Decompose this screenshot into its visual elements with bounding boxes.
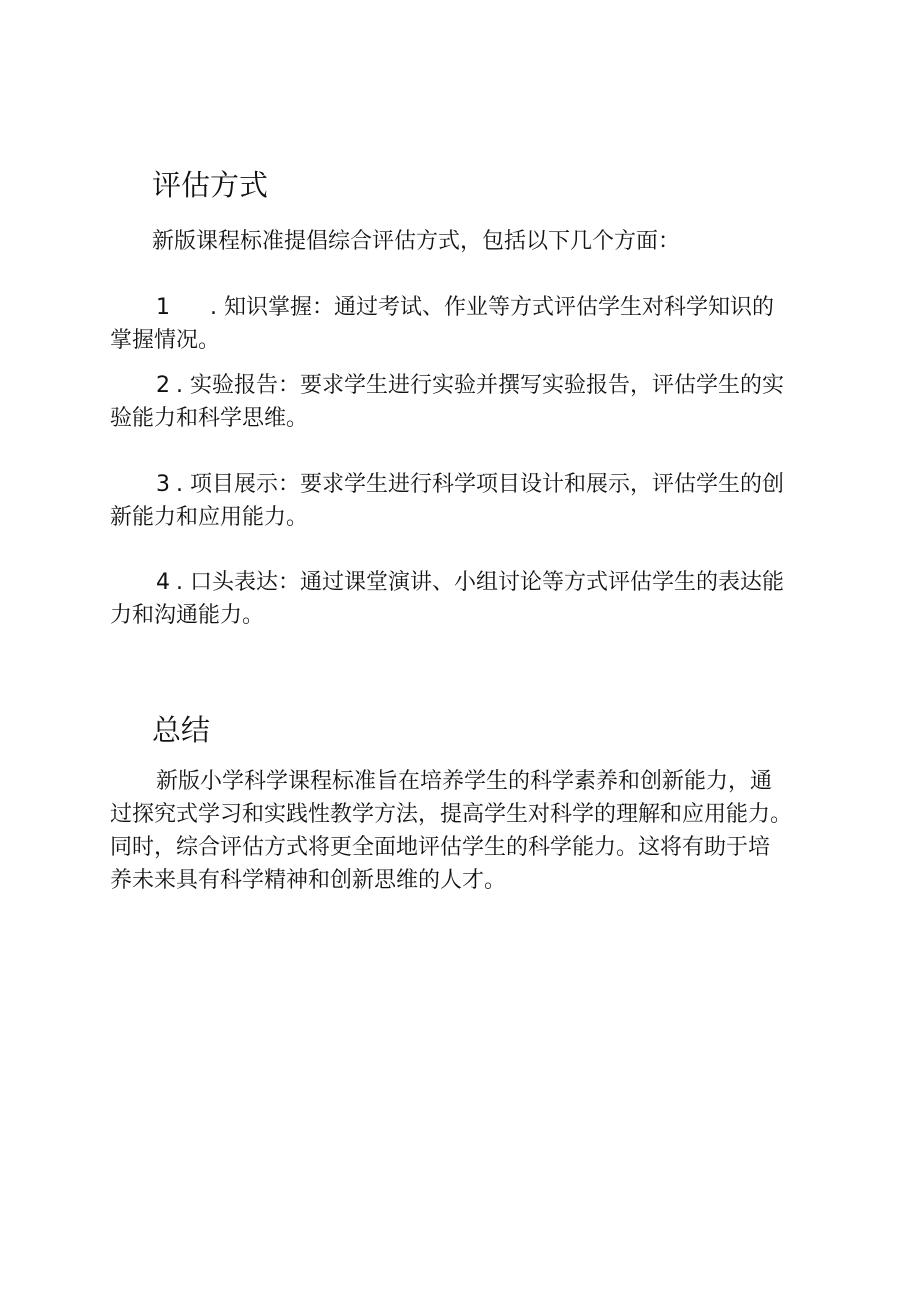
summary-line-1: 新版小学科学课程标准旨在培养学生的科学素养和创新能力，通 (156, 769, 773, 794)
assessment-item-1-text: . 知识掌握：通过考试、作业等方式评估学生对科学知识的 (210, 295, 774, 320)
assessment-item-1-number: 1 (156, 295, 170, 320)
assessment-item-4-line2: 力和沟通能力。 (110, 603, 265, 628)
summary-line-4: 养未来具有科学精神和创新思维的人才。 (110, 868, 507, 893)
assessment-item-3-line1 (110, 468, 784, 501)
summary-line-2: 过探究式学习和实践性教学方法，提高学生对科学的理解和应用能力。 (110, 802, 793, 827)
assessment-item-2 (110, 369, 784, 435)
summary-paragraph (110, 765, 792, 897)
assessment-item-1-line2: 掌握情况。 (110, 328, 221, 353)
assessment-item-2-number: 2 (156, 373, 170, 398)
assessment-item-2-line1 (110, 369, 784, 402)
summary-line-3: 同时，综合评估方式将更全面地评估学生的科学能力。这将有助于培 (110, 835, 771, 860)
section-title-summary: 总结 (152, 713, 211, 747)
assessment-item-3-number: 3 (156, 472, 170, 497)
assessment-item-3 (110, 468, 784, 534)
assessment-item-3-text: . 项目展示：要求学生进行科学项目设计和展示，评估学生的创 (176, 472, 784, 497)
assessment-item-1 (110, 291, 774, 357)
section-title-assessment: 评估方式 (152, 168, 269, 202)
assessment-item-4-line1 (110, 566, 784, 599)
assessment-item-4-text: . 口头表达：通过课堂演讲、小组讨论等方式评估学生的表达能 (176, 570, 784, 595)
assessment-item-2-text: . 实验报告：要求学生进行实验并撰写实验报告，评估学生的实 (176, 373, 784, 398)
assessment-item-3-line2: 新能力和应用能力。 (110, 505, 309, 530)
assessment-intro: 新版课程标准提倡综合评估方式，包括以下几个方面： (152, 229, 681, 254)
assessment-item-4-number: 4 (156, 570, 170, 595)
assessment-item-2-line2: 验能力和科学思维。 (110, 406, 309, 431)
assessment-item-1-line1 (110, 291, 774, 324)
assessment-item-4 (110, 566, 784, 632)
